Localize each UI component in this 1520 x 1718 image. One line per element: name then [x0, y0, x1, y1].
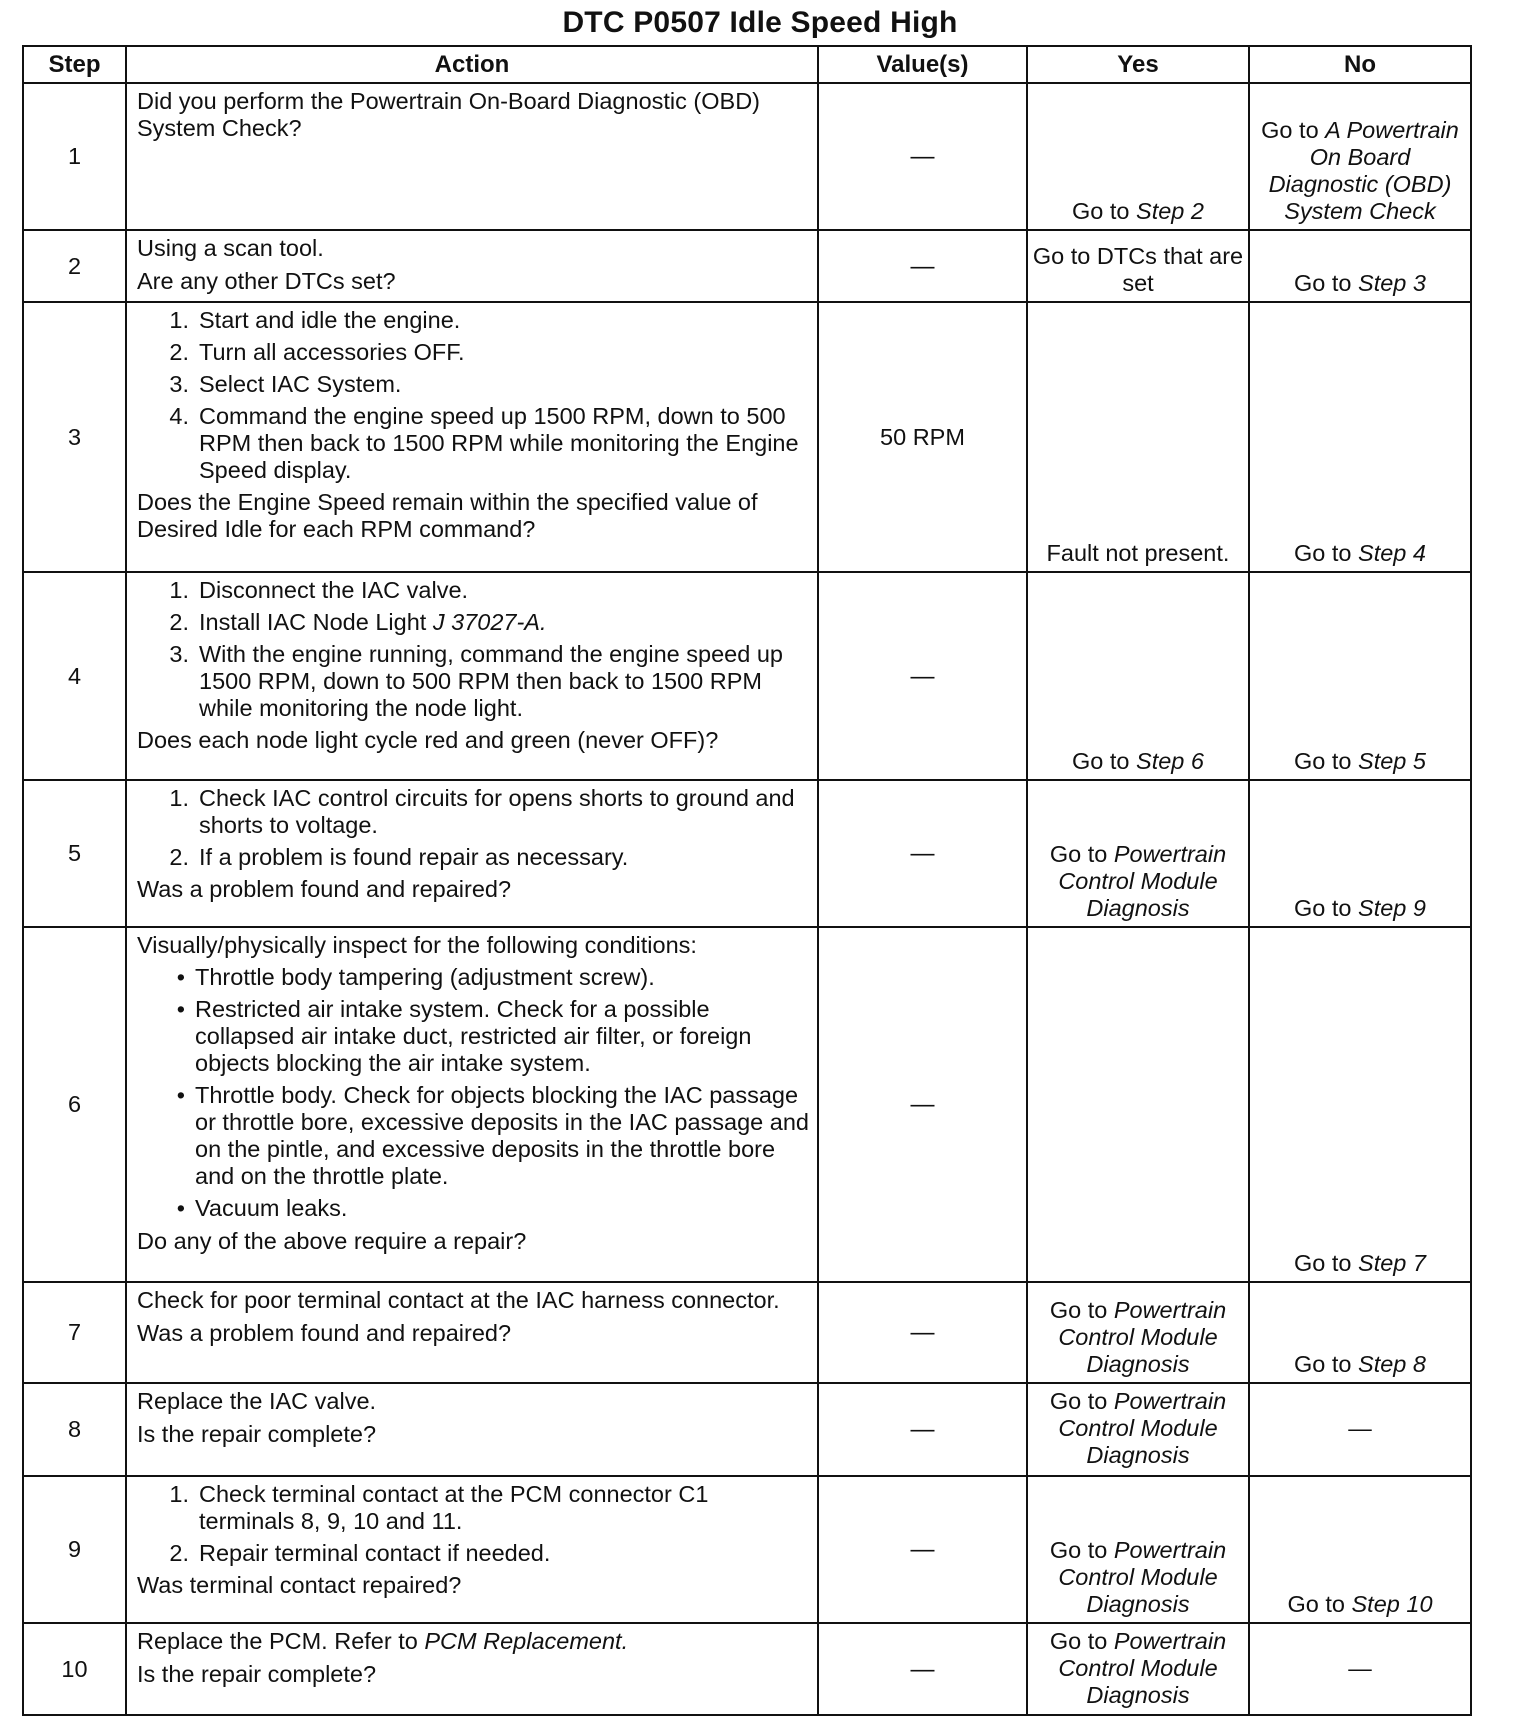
action-question: Was a problem found and repaired?	[137, 1320, 512, 1346]
action-cell	[126, 927, 818, 1282]
action-cell	[126, 83, 818, 230]
table-row	[23, 1282, 1471, 1383]
condition-list	[137, 964, 809, 1222]
value-cell	[818, 572, 1027, 780]
value-cell	[818, 83, 1027, 230]
table-header-row	[23, 46, 1471, 83]
yes-prefix: Go to	[1049, 1297, 1108, 1323]
yes-prefix: Go to	[1072, 748, 1130, 774]
list-item: • Throttle body. Check for objects blocking the IAC passage or throttle bore, excessive deposits in the IAC passage and on the pintle, and excessive deposits in the throttle bore and on the throttle plate.	[176, 1082, 809, 1189]
yes-cell	[1027, 927, 1249, 1282]
value-text: —	[910, 840, 935, 867]
table-row	[23, 1476, 1471, 1623]
no-step-link[interactable]: Step 8	[1358, 1351, 1426, 1377]
action-line: Check for poor terminal contact at the IAC harness connector.	[137, 1287, 780, 1313]
no-prefix: Go to	[1287, 1591, 1345, 1617]
value-cell	[818, 1476, 1027, 1623]
no-cell	[1249, 572, 1471, 780]
yes-prefix: Go to	[1049, 1388, 1108, 1414]
value-text: —	[910, 252, 935, 280]
action-cell	[126, 572, 818, 780]
value-cell: 50 RPM	[818, 302, 1027, 572]
tool-reference: J 37027-A.	[432, 609, 547, 635]
action-question: Is the repair complete?	[137, 1421, 377, 1447]
no-cell	[1249, 780, 1471, 927]
list-item: 2. Turn all accessories OFF.	[169, 339, 465, 365]
yes-cell	[1027, 302, 1249, 572]
yes-cell	[1027, 780, 1249, 927]
yes-cell	[1027, 1623, 1249, 1715]
no-prefix: Go to	[1261, 117, 1319, 143]
table-row	[23, 1623, 1471, 1715]
no-step-link[interactable]: Step 4	[1358, 540, 1426, 566]
page-title: DTC P0507 Idle Speed High	[562, 6, 958, 39]
action-cell	[126, 1476, 818, 1623]
yes-cell	[1027, 1282, 1249, 1383]
list-item: 3. Select IAC System.	[169, 371, 402, 397]
yes-text: Fault not present.	[1046, 540, 1230, 566]
action-line: Replace the PCM. Refer to PCM Replacement.	[137, 1628, 629, 1654]
action-intro: Visually/physically inspect for the following conditions:	[137, 932, 697, 958]
yes-step-link[interactable]: Step 6	[1136, 748, 1204, 774]
list-item: 1. Start and idle the engine.	[169, 307, 461, 333]
no-cell	[1249, 927, 1471, 1282]
yes-step-link[interactable]: Powertrain Control Module Diagnosis	[1058, 1388, 1227, 1468]
no-prefix: Go to	[1294, 895, 1352, 921]
action-question: Does the Engine Speed remain within the specified value of Desired Idle for each RPM command?	[137, 489, 758, 542]
step-number: 8	[23, 1383, 126, 1476]
yes-step-link[interactable]: Step 2	[1136, 198, 1204, 224]
list-item: 1. Check IAC control circuits for opens shorts to ground and shorts to voltage.	[169, 785, 795, 838]
yes-cell	[1027, 572, 1249, 780]
header-action: Action	[126, 46, 818, 83]
list-item: • Throttle body tampering (adjustment screw).	[176, 964, 655, 990]
header-values: Value(s)	[818, 46, 1027, 83]
yes-step-link[interactable]: Powertrain Control Module Diagnosis	[1058, 841, 1227, 921]
action-steps	[137, 785, 809, 871]
list-item: • Restricted air intake system. Check for a possible collapsed air intake duct, restricted air filter, or foreign objects blocking the air intake system.	[176, 996, 752, 1076]
list-item: 2. Install IAC Node Light J 37027-A.	[169, 609, 547, 635]
no-prefix: Go to	[1294, 748, 1352, 774]
action-question: Do any of the above require a repair?	[137, 1228, 527, 1254]
table-row	[23, 780, 1471, 927]
no-cell	[1249, 1476, 1471, 1623]
value-text: —	[910, 1536, 935, 1563]
yes-prefix: Go to	[1049, 841, 1108, 867]
no-prefix: Go to	[1294, 270, 1352, 296]
table-row	[23, 927, 1471, 1282]
action-line: Using a scan tool.	[137, 235, 324, 261]
table-row	[23, 302, 1471, 572]
action-cell	[126, 230, 818, 302]
yes-prefix: Go to	[1049, 1627, 1108, 1654]
no-step-link[interactable]: A Powertrain On Board Diagnostic (OBD) System Check	[1268, 117, 1459, 224]
no-text: —	[1348, 1415, 1372, 1441]
no-prefix: Go to	[1294, 540, 1352, 566]
step-number: 9	[23, 1476, 126, 1623]
no-cell	[1249, 1623, 1471, 1715]
action-cell	[126, 1282, 818, 1383]
value-cell	[818, 230, 1027, 302]
no-cell	[1249, 230, 1471, 302]
no-step-link[interactable]: Step 7	[1358, 1250, 1426, 1276]
value-cell	[818, 1282, 1027, 1383]
value-cell	[818, 1383, 1027, 1476]
table-row	[23, 572, 1471, 780]
value-cell	[818, 1623, 1027, 1715]
no-cell	[1249, 83, 1471, 230]
yes-prefix: Go to	[1072, 198, 1130, 224]
yes-step-link[interactable]: Powertrain Control Module Diagnosis	[1058, 1297, 1227, 1377]
list-item: 2. If a problem is found repair as necessary.	[169, 844, 629, 870]
yes-cell	[1027, 1476, 1249, 1623]
table-row	[23, 230, 1471, 302]
yes-step-link[interactable]: Powertrain Control Module Diagnosis	[1058, 1537, 1227, 1617]
no-step-link[interactable]: Step 3	[1358, 270, 1426, 296]
no-step-link[interactable]: Step 10	[1351, 1591, 1433, 1617]
header-step: Step	[23, 46, 126, 83]
list-item: 2. Repair terminal contact if needed.	[169, 1540, 551, 1566]
yes-prefix: Go to	[1049, 1537, 1108, 1563]
no-cell	[1249, 1383, 1471, 1476]
value-cell	[818, 780, 1027, 927]
step-number: 10	[23, 1623, 126, 1715]
step-number: 5	[23, 780, 126, 927]
header-yes: Yes	[1027, 46, 1249, 83]
yes-text[interactable]: Go to DTCs that are set	[1032, 243, 1244, 296]
action-steps	[137, 577, 809, 722]
no-prefix: Go to	[1294, 1250, 1352, 1276]
no-step-link[interactable]: Step 9	[1358, 895, 1426, 921]
action-cell	[126, 302, 818, 572]
no-text: —	[1348, 1654, 1372, 1681]
value-text: —	[910, 1319, 935, 1346]
action-cell	[126, 1623, 818, 1715]
no-prefix: Go to	[1294, 1351, 1352, 1377]
yes-cell	[1027, 83, 1249, 230]
no-cell	[1249, 1282, 1471, 1383]
diagnostic-table	[22, 45, 1472, 1716]
step-number: 2	[23, 230, 126, 302]
yes-cell	[1027, 1383, 1249, 1476]
value-text: —	[910, 1655, 935, 1683]
action-steps	[137, 1481, 809, 1567]
action-line: Replace the IAC valve.	[137, 1388, 377, 1414]
action-question: Are any other DTCs set?	[137, 268, 396, 294]
yes-step-link[interactable]: Powertrain Control Module Diagnosis	[1058, 1627, 1227, 1708]
table-row	[23, 1383, 1471, 1476]
value-text: —	[910, 662, 935, 690]
procedure-reference[interactable]: PCM Replacement.	[424, 1628, 629, 1654]
header-no: No	[1249, 46, 1471, 83]
value-text: —	[910, 143, 935, 170]
action-question: Did you perform the Powertrain On-Board Diagnostic (OBD) System Check?	[137, 88, 760, 141]
action-cell	[126, 1383, 818, 1476]
action-question: Does each node light cycle red and green (never OFF)?	[137, 727, 719, 753]
yes-cell	[1027, 230, 1249, 302]
action-question: Was terminal contact repaired?	[137, 1572, 462, 1598]
step-number: 7	[23, 1282, 126, 1383]
list-item: 4. Command the engine speed up 1500 RPM, down to 500 RPM then back to 1500 RPM while monitoring the Engine Speed display.	[169, 403, 799, 483]
list-item: 1. Disconnect the IAC valve.	[169, 577, 469, 603]
action-cell	[126, 780, 818, 927]
step-number: 1	[23, 83, 126, 230]
action-steps	[137, 307, 809, 484]
list-item: 1. Check terminal contact at the PCM connector C1 terminals 8, 9, 10 and 11.	[169, 1481, 709, 1534]
value-cell	[818, 927, 1027, 1282]
list-item: • Vacuum leaks.	[176, 1195, 348, 1221]
no-step-link[interactable]: Step 5	[1358, 748, 1426, 774]
value-text: —	[910, 1416, 935, 1443]
value-text: —	[910, 1091, 935, 1118]
list-item: 3. With the engine running, command the engine speed up 1500 RPM, down to 500 RPM then back to 1500 RPM while monitoring the node light.	[169, 641, 783, 721]
action-question: Was a problem found and repaired?	[137, 876, 512, 902]
step-number: 6	[23, 927, 126, 1282]
table-row	[23, 83, 1471, 230]
step-number: 4	[23, 572, 126, 780]
no-cell	[1249, 302, 1471, 572]
step-number: 3	[23, 302, 126, 572]
action-question: Is the repair complete?	[137, 1661, 377, 1687]
